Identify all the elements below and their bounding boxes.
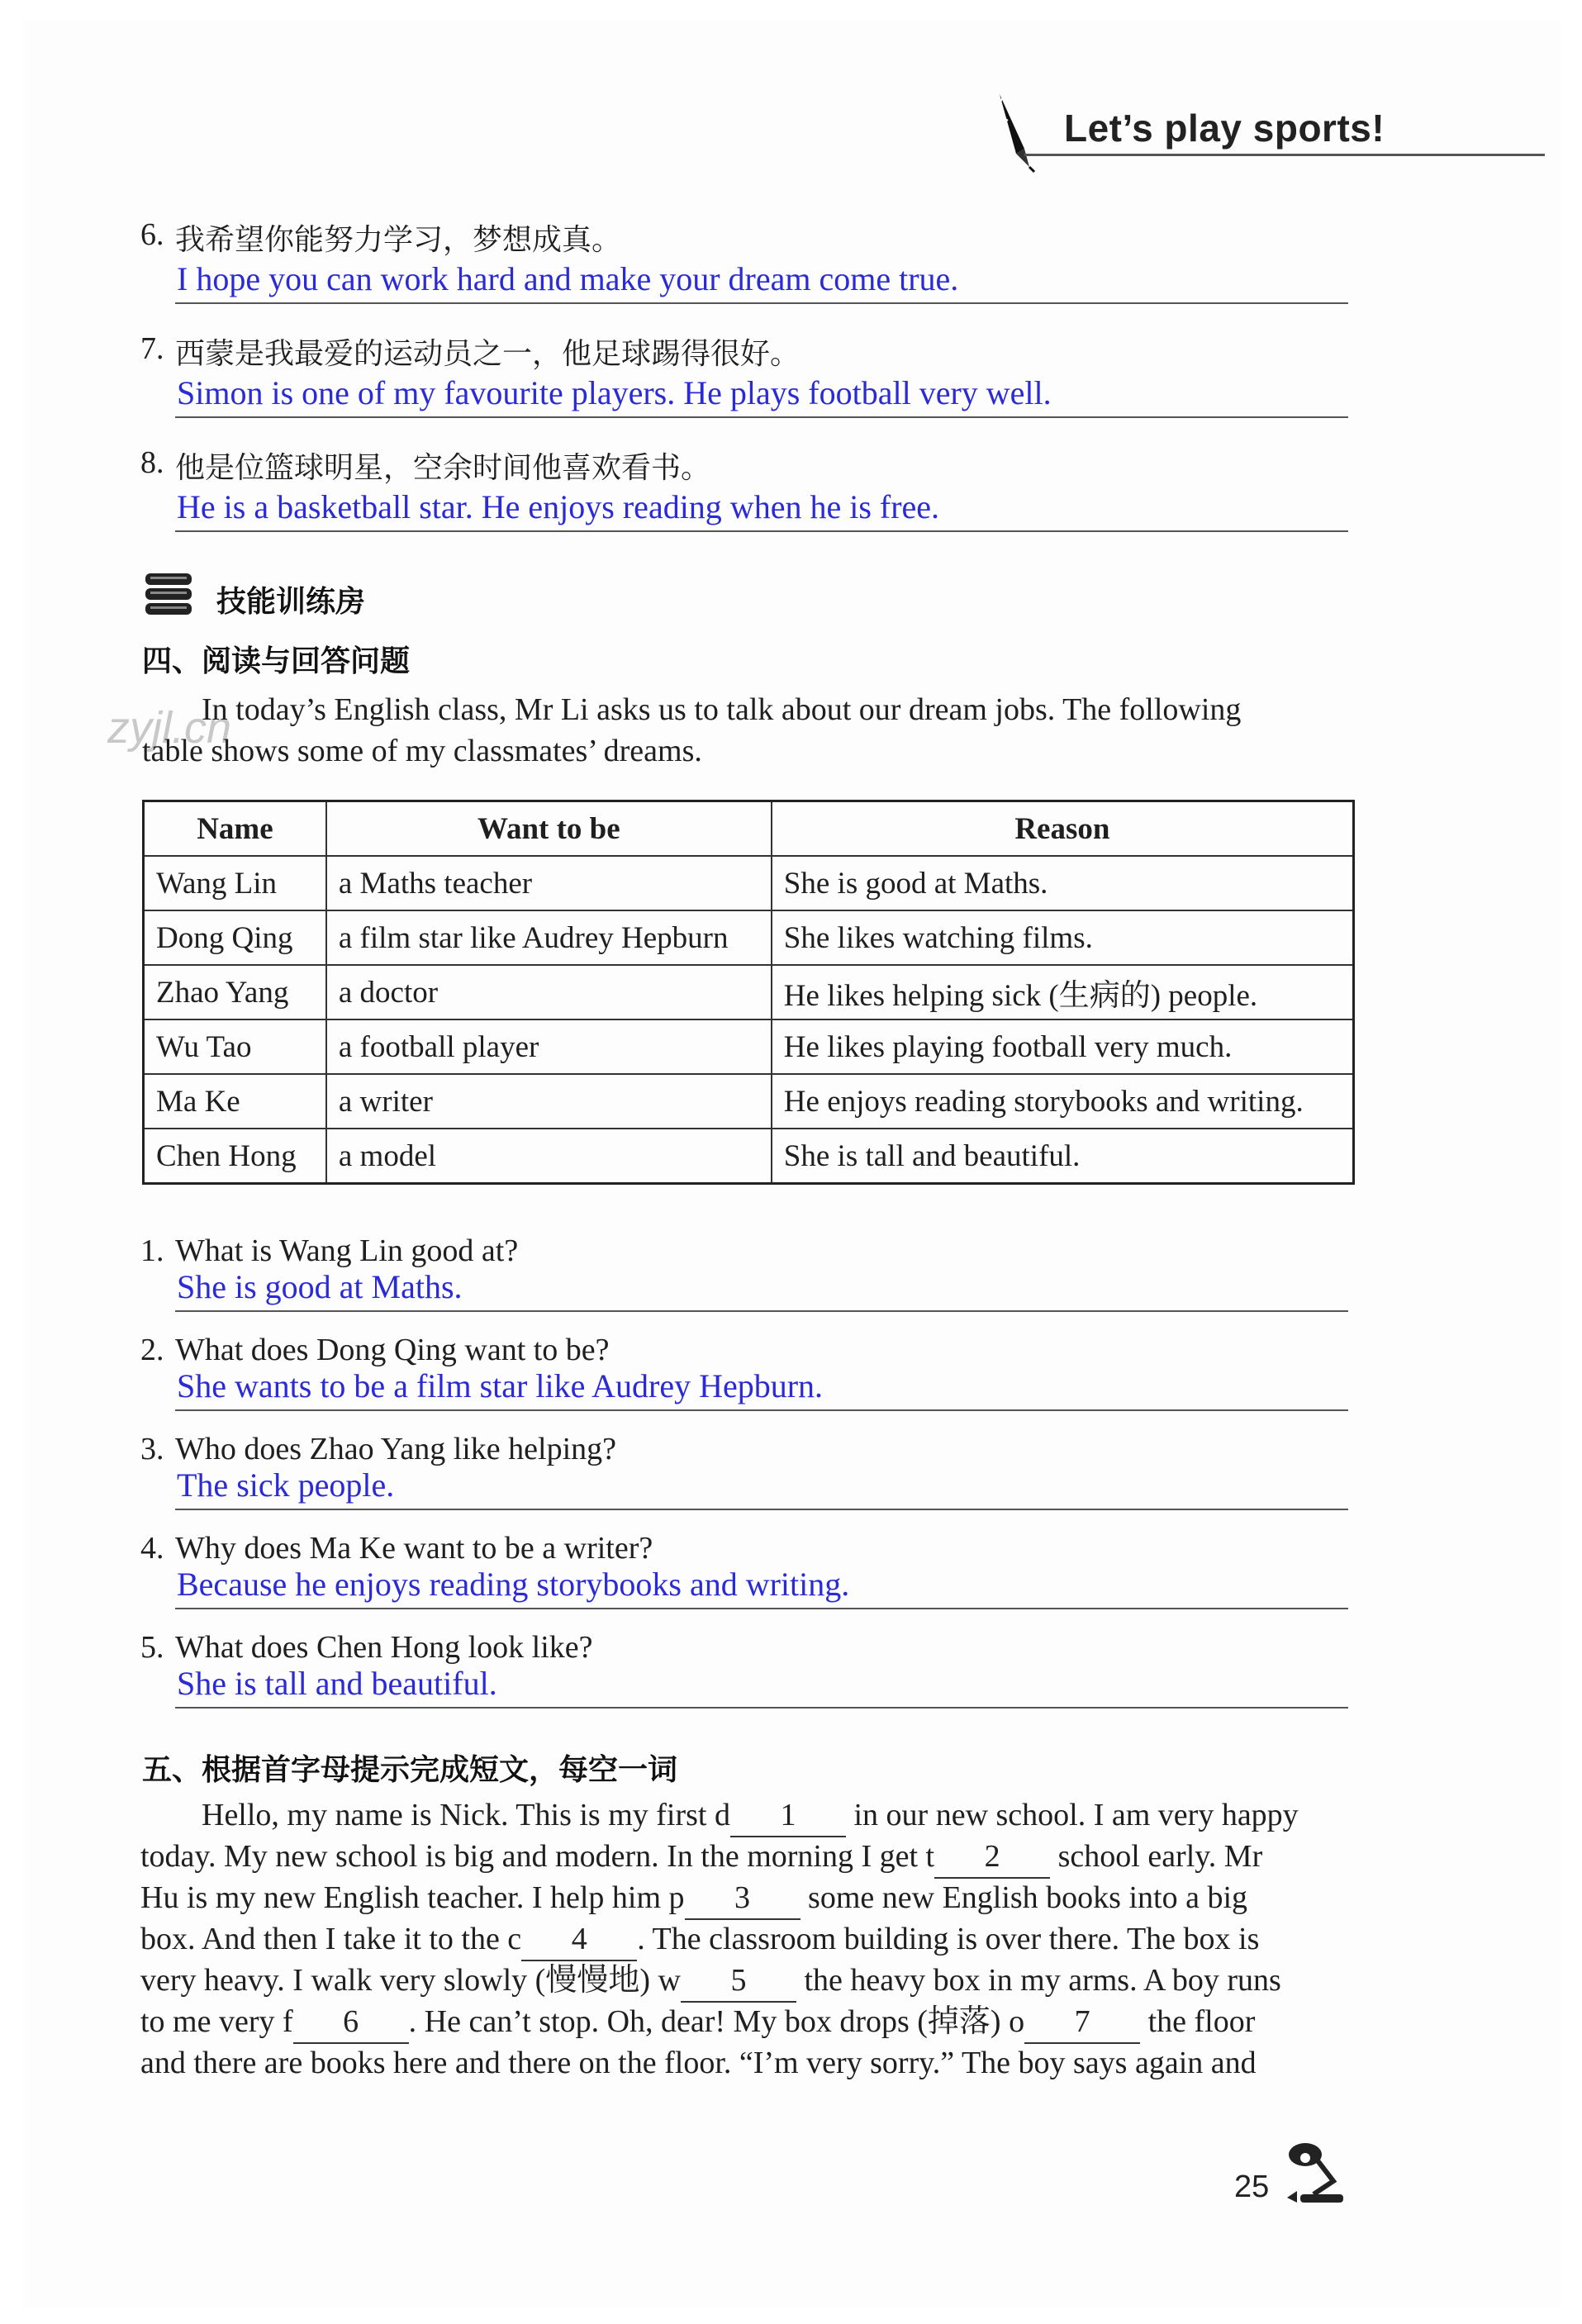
passage-line: [202, 1794, 1299, 1837]
passage-line: [140, 1836, 1262, 1879]
column-header: Reason: [772, 801, 1354, 857]
table-cell: He likes playing football very much.: [772, 1019, 1354, 1074]
answer-line: [175, 1707, 1348, 1709]
item-number: 7.: [140, 331, 164, 366]
skills-heading: 技能训练房: [216, 585, 366, 619]
watermark: zyjl.cn: [107, 703, 232, 753]
answer-text: She wants to be a film star like Audrey Hepburn.: [177, 1367, 824, 1404]
chinese-sentence: 西蒙是我最爱的运动员之一，他足球踢得很好。: [175, 337, 801, 371]
table-cell: Wang Lin: [144, 856, 326, 910]
question-text: Why does Ma Ke want to be a writer?: [175, 1531, 653, 1566]
blank-6: 6: [293, 2001, 409, 2044]
table-cell: a Maths teacher: [326, 856, 772, 910]
table-cell: She is good at Maths.: [772, 856, 1354, 910]
passage-text: . The classroom building is over there. The box is: [637, 1922, 1260, 1956]
answer-text: The sick people.: [177, 1466, 395, 1504]
passage-text: today. My new school is big and modern. In the morning I get t: [140, 1839, 935, 1874]
question-number: 2.: [140, 1333, 164, 1367]
answer-line: [175, 1509, 1348, 1510]
answer-line: [175, 1608, 1348, 1609]
passage-text: some new English books into a big: [800, 1880, 1248, 1915]
answer-text: I hope you can work hard and make your dream come true.: [177, 260, 959, 297]
section-4-title: 四、阅读与回答问题: [142, 644, 411, 678]
passage-text: the floor: [1140, 2004, 1256, 2039]
passage-text: and there are books here and there on the floor. “I’m very sorry.” The boy says again and: [140, 2046, 1257, 2080]
blank-1: 1: [730, 1794, 846, 1837]
answer-text: Because he enjoys reading storybooks and writing.: [177, 1566, 850, 1603]
header-rule: [1024, 154, 1545, 156]
table-cell: Zhao Yang: [144, 965, 326, 1019]
table-cell: He enjoys reading storybooks and writing.: [772, 1074, 1354, 1129]
dream-jobs-table: [142, 800, 1355, 1185]
passage-text: Hu is my new English teacher. I help him p: [140, 1880, 685, 1915]
blank-5: 5: [681, 1960, 796, 2003]
table-cell: She is tall and beautiful.: [772, 1129, 1354, 1184]
table-row: [144, 965, 1354, 1019]
table-row: [144, 856, 1354, 910]
intro-line-2: table shows some of my classmates’ dreams.: [142, 734, 702, 768]
passage-line: [140, 1918, 1259, 1961]
passage-text: the heavy box in my arms. A boy runs: [796, 1963, 1281, 1998]
table-cell: He likes helping sick (生病的) people.: [772, 965, 1354, 1019]
answer-line: [175, 530, 1348, 532]
question-text: What does Dong Qing want to be?: [175, 1333, 610, 1367]
answer-text: She is tall and beautiful.: [177, 1665, 497, 1702]
intro-line-1: In today’s English class, Mr Li asks us to talk about our dream jobs. The following: [202, 692, 1242, 727]
item-number: 6.: [140, 217, 164, 252]
pen-icon: [991, 91, 1057, 173]
answer-line: [175, 1409, 1348, 1411]
table-row: [144, 1074, 1354, 1129]
passage-text: Hello, my name is Nick. This is my first d: [202, 1798, 730, 1832]
answer-line: [175, 302, 1348, 304]
blank-3: 3: [685, 1877, 801, 1920]
question-number: 1.: [140, 1233, 164, 1268]
passage-line: [140, 1960, 1281, 2003]
passage-text: in our new school. I am very happy: [845, 1798, 1299, 1832]
passage-line: [140, 1877, 1247, 1920]
blank-4: 4: [521, 1918, 637, 1961]
question-text: What is Wang Lin good at?: [175, 1233, 519, 1268]
answer-line: [175, 416, 1348, 418]
passage-text: very heavy. I walk very slowly (慢慢地) w: [140, 1963, 681, 1998]
passage-line: [140, 2001, 1255, 2044]
table-cell: Chen Hong: [144, 1129, 326, 1184]
table-cell: a model: [326, 1129, 772, 1184]
answer-text: She is good at Maths.: [177, 1268, 463, 1305]
question-number: 4.: [140, 1531, 164, 1566]
passage-text: . He can’t stop. Oh, dear! My box drops (掉落) o: [408, 2004, 1025, 2039]
table-row: [144, 1129, 1354, 1184]
table-cell: a writer: [326, 1074, 772, 1129]
column-header: Name: [144, 801, 326, 857]
passage-text: school early. Mr: [1050, 1839, 1263, 1874]
table-cell: She likes watching films.: [772, 910, 1354, 965]
chinese-sentence: 他是位篮球明星，空余时间他喜欢看书。: [175, 451, 711, 485]
desk-lamp-icon: [1280, 2140, 1355, 2206]
table-cell: a film star like Audrey Hepburn: [326, 910, 772, 965]
question-number: 5.: [140, 1630, 164, 1665]
page-number: 25: [1234, 2170, 1270, 2204]
blank-7: 7: [1024, 2001, 1140, 2044]
answer-text: He is a basketball star. He enjoys reading when he is free.: [177, 488, 940, 525]
column-header: Want to be: [326, 801, 772, 857]
question-number: 3.: [140, 1432, 164, 1466]
unit-title: Let’s play sports!: [1064, 107, 1385, 150]
section-5-title: 五、根据首字母提示完成短文，每空一词: [142, 1753, 678, 1787]
table-cell: Ma Ke: [144, 1074, 326, 1129]
answer-text: Simon is one of my favourite players. He plays football very well.: [177, 374, 1052, 411]
table-cell: a doctor: [326, 965, 772, 1019]
table-cell: Dong Qing: [144, 910, 326, 965]
table-cell: a football player: [326, 1019, 772, 1074]
item-number: 8.: [140, 445, 164, 480]
question-text: Who does Zhao Yang like helping?: [175, 1432, 617, 1466]
passage-text: to me very f: [140, 2004, 293, 2039]
passage-line: [140, 2042, 1257, 2084]
answer-line: [175, 1310, 1348, 1312]
blank-2: 2: [934, 1836, 1050, 1879]
table-row: [144, 910, 1354, 965]
books-icon: [142, 570, 195, 618]
table-row: [144, 1019, 1354, 1074]
table-header-row: [144, 801, 1354, 857]
question-text: What does Chen Hong look like?: [175, 1630, 593, 1665]
table-cell: Wu Tao: [144, 1019, 326, 1074]
chinese-sentence: 我希望你能努力学习，梦想成真。: [175, 223, 622, 257]
passage-text: box. And then I take it to the c: [140, 1922, 522, 1956]
